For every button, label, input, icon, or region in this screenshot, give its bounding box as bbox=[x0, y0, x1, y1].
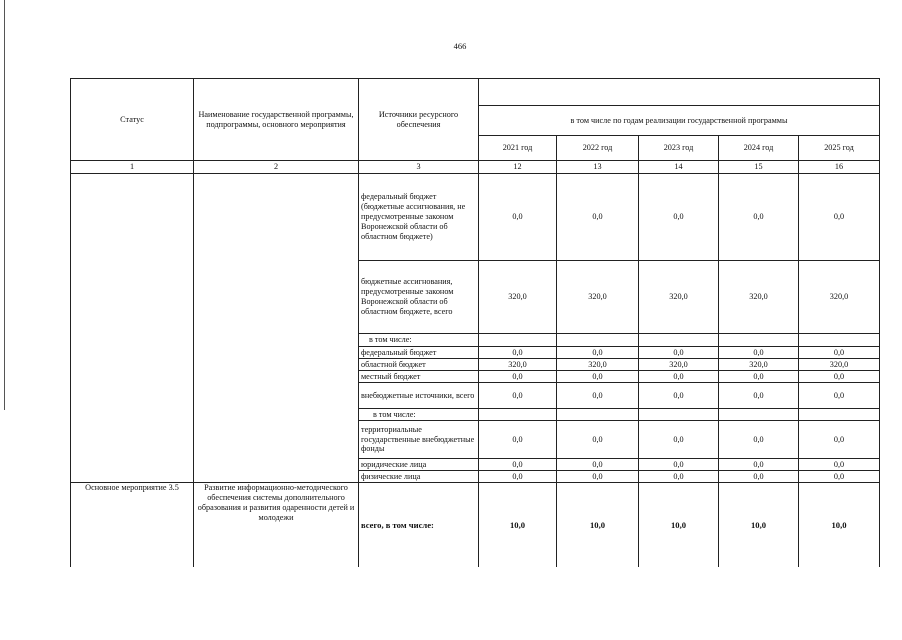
column-number: 1 bbox=[71, 161, 194, 174]
source-label: внебюджетные источники, всего bbox=[359, 383, 479, 409]
value-cell: 0,0 bbox=[639, 383, 719, 409]
value-cell: 0,0 bbox=[479, 383, 557, 409]
event-value: 10,0 bbox=[799, 483, 880, 567]
event-name: Развитие информационно-методического обеспечения системы дополнительного образования и развития одаренности детей и молодежи bbox=[194, 483, 359, 567]
value-cell: 320,0 bbox=[639, 359, 719, 371]
source-label: в том числе: bbox=[359, 409, 479, 421]
value-cell: 0,0 bbox=[799, 383, 880, 409]
value-cell bbox=[479, 334, 557, 347]
source-label: юридические лица bbox=[359, 459, 479, 471]
value-cell: 0,0 bbox=[479, 421, 557, 459]
value-cell: 0,0 bbox=[719, 383, 799, 409]
event-source-total: всего, в том числе: bbox=[359, 483, 479, 567]
year-header: 2025 год bbox=[799, 136, 880, 161]
value-cell: 0,0 bbox=[479, 471, 557, 483]
column-number: 13 bbox=[557, 161, 639, 174]
source-label: областной бюджет bbox=[359, 359, 479, 371]
value-cell: 0,0 bbox=[799, 371, 880, 383]
value-cell: 0,0 bbox=[719, 347, 799, 359]
column-number: 12 bbox=[479, 161, 557, 174]
source-label: местный бюджет bbox=[359, 371, 479, 383]
value-cell bbox=[799, 334, 880, 347]
source-label: бюджетные ассигнования, предусмотренные законом Воронежской области об областном бюджете, всего bbox=[359, 261, 479, 334]
value-cell: 0,0 bbox=[557, 174, 639, 261]
value-cell: 0,0 bbox=[639, 174, 719, 261]
column-number: 3 bbox=[359, 161, 479, 174]
value-cell: 0,0 bbox=[479, 174, 557, 261]
year-header: 2021 год bbox=[479, 136, 557, 161]
value-cell: 0,0 bbox=[639, 459, 719, 471]
value-cell: 0,0 bbox=[479, 371, 557, 383]
page-number: 466 bbox=[453, 41, 467, 51]
value-cell: 0,0 bbox=[799, 174, 880, 261]
header-source: Источники ресурсного обеспечения bbox=[359, 79, 479, 161]
year-header: 2022 год bbox=[557, 136, 639, 161]
value-cell: 320,0 bbox=[799, 261, 880, 334]
value-cell: 0,0 bbox=[557, 347, 639, 359]
value-cell bbox=[557, 409, 639, 421]
column-number: 15 bbox=[719, 161, 799, 174]
value-cell: 0,0 bbox=[639, 347, 719, 359]
value-cell: 0,0 bbox=[719, 174, 799, 261]
value-cell: 320,0 bbox=[479, 261, 557, 334]
header-empty-band bbox=[479, 79, 880, 106]
value-cell: 320,0 bbox=[479, 359, 557, 371]
value-cell bbox=[639, 409, 719, 421]
value-cell: 0,0 bbox=[639, 421, 719, 459]
event-value: 10,0 bbox=[719, 483, 799, 567]
value-cell: 0,0 bbox=[639, 371, 719, 383]
value-cell bbox=[719, 409, 799, 421]
value-cell: 0,0 bbox=[799, 459, 880, 471]
value-cell bbox=[639, 334, 719, 347]
source-label: в том числе: bbox=[359, 334, 479, 347]
value-cell bbox=[719, 334, 799, 347]
column-number: 2 bbox=[194, 161, 359, 174]
value-cell: 320,0 bbox=[639, 261, 719, 334]
value-cell bbox=[557, 334, 639, 347]
value-cell bbox=[479, 409, 557, 421]
value-cell: 0,0 bbox=[557, 371, 639, 383]
value-cell: 0,0 bbox=[557, 383, 639, 409]
value-cell: 320,0 bbox=[557, 261, 639, 334]
source-label: территориальные государственные внебюджетные фонды bbox=[359, 421, 479, 459]
value-cell: 0,0 bbox=[557, 471, 639, 483]
event-value: 10,0 bbox=[639, 483, 719, 567]
event-value: 10,0 bbox=[479, 483, 557, 567]
source-label: федеральный бюджет bbox=[359, 347, 479, 359]
value-cell: 0,0 bbox=[719, 371, 799, 383]
source-label: федеральный бюджет (бюджетные ассигнования, не предусмотренные законом Воронежской области об областном бюджете) bbox=[359, 174, 479, 261]
value-cell: 0,0 bbox=[639, 471, 719, 483]
name-cell-empty bbox=[194, 174, 359, 483]
value-cell bbox=[799, 409, 880, 421]
event-value: 10,0 bbox=[557, 483, 639, 567]
value-cell: 0,0 bbox=[557, 421, 639, 459]
value-cell: 0,0 bbox=[479, 347, 557, 359]
source-label: физические лица bbox=[359, 471, 479, 483]
value-cell: 0,0 bbox=[719, 421, 799, 459]
column-number: 14 bbox=[639, 161, 719, 174]
value-cell: 320,0 bbox=[557, 359, 639, 371]
page-edge-line bbox=[4, 0, 5, 410]
header-name: Наименование государственной программы, подпрограммы, основного мероприятия bbox=[194, 79, 359, 161]
value-cell: 0,0 bbox=[799, 421, 880, 459]
header-status: Статус bbox=[71, 79, 194, 161]
value-cell: 320,0 bbox=[719, 359, 799, 371]
budget-table bbox=[70, 78, 880, 567]
year-header: 2023 год bbox=[639, 136, 719, 161]
value-cell: 320,0 bbox=[799, 359, 880, 371]
value-cell: 0,0 bbox=[479, 459, 557, 471]
value-cell: 0,0 bbox=[719, 459, 799, 471]
value-cell: 0,0 bbox=[719, 471, 799, 483]
status-cell-empty bbox=[71, 174, 194, 483]
value-cell: 0,0 bbox=[799, 347, 880, 359]
value-cell: 0,0 bbox=[557, 459, 639, 471]
column-number: 16 bbox=[799, 161, 880, 174]
event-status: Основное мероприятие 3.5 bbox=[71, 483, 194, 567]
year-header: 2024 год bbox=[719, 136, 799, 161]
value-cell: 0,0 bbox=[799, 471, 880, 483]
value-cell: 320,0 bbox=[719, 261, 799, 334]
header-years-caption: в том числе по годам реализации государственной программы bbox=[479, 106, 880, 136]
